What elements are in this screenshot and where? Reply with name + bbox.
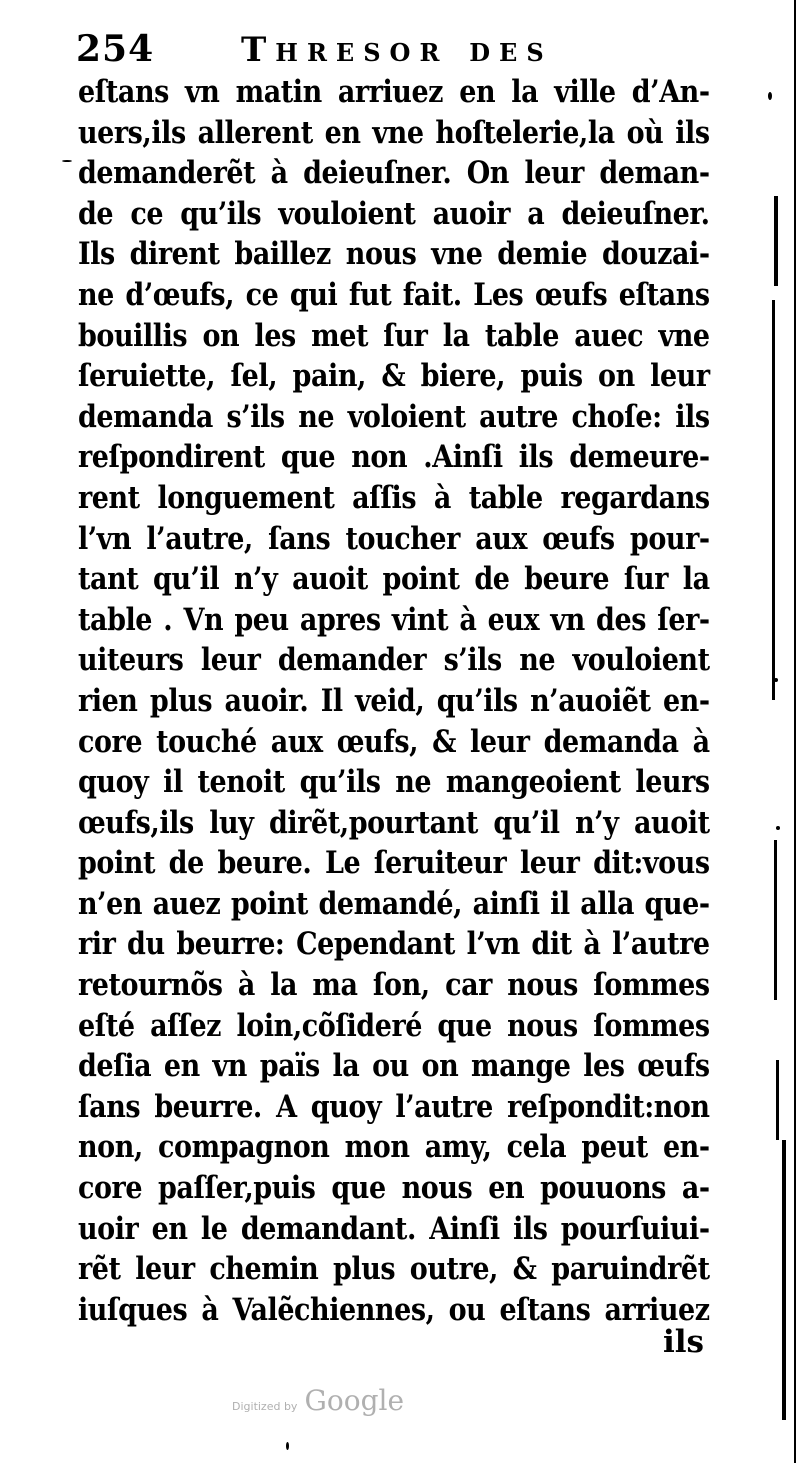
gutter-line-top xyxy=(774,196,778,286)
text-line: n’en auez point demandé, ainſi il alla que- xyxy=(78,885,710,922)
text-line: point de beure. Le ſeruiteur leur dit:vous xyxy=(78,845,710,882)
text-line: Ils dirent baillez nous vne demie douzai- xyxy=(78,236,710,273)
watermark-prefix: Digitized by xyxy=(232,1400,298,1413)
page-number: 254 xyxy=(76,28,155,70)
text-line: rien plus auoir. Il veid, qu’ils n’auoiẽt en- xyxy=(78,682,710,719)
digitized-by-watermark xyxy=(232,1384,404,1424)
text-line: iuſques à Valẽchiennes, ou eſtans arriuez xyxy=(78,1291,710,1328)
scan-speck xyxy=(286,1442,289,1450)
text-line: uiteurs leur demander s’ils ne vouloient xyxy=(78,642,710,679)
text-line: ſans beurre. A quoy l’autre reſpondit:non xyxy=(78,1088,710,1125)
text-line: table . Vn peu apres vint à eux vn des ſer- xyxy=(78,601,710,638)
text-line: de ce qu’ils vouloient auoir a deieuſner. xyxy=(78,195,710,232)
text-line: ne d’œufs, ce qui fut fait. Les œufs eſtans xyxy=(78,276,710,313)
scan-speck xyxy=(62,160,72,162)
text-line: l’vn l’autre, ſans toucher aux œufs pour- xyxy=(78,520,710,557)
running-title: Thresor des xyxy=(241,30,553,70)
text-line: demanderẽt à deieuſner. On leur deman- xyxy=(78,155,710,192)
text-line: rent longuement aſſis à table regardans xyxy=(78,479,710,516)
page-header xyxy=(76,22,696,72)
text-line: uoir en le demandant. Ainſi ils pourſuiui- xyxy=(78,1210,710,1247)
text-line: eſté aſſez loin,cõſideré que nous ſommes xyxy=(78,1007,710,1044)
gutter-line-lower xyxy=(776,1060,779,1140)
text-line: non, compagnon mon amy, cela peut en- xyxy=(78,1129,710,1166)
text-line: quoy il tenoit qu’ils ne mangeoient leurs xyxy=(78,764,710,801)
text-line: core paſſer,puis que nous en pouuons a- xyxy=(78,1170,710,1207)
text-line: deſia en vn païs la ou on mange les œufs xyxy=(78,1048,710,1085)
right-edge-line xyxy=(794,0,796,1463)
text-line: core touché aux œufs, & leur demanda à xyxy=(78,723,710,760)
text-line: rẽt leur chemin plus outre, & paruindrẽt xyxy=(78,1251,710,1288)
body-text xyxy=(78,72,710,1330)
scan-speck xyxy=(768,92,772,100)
watermark-brand: Google xyxy=(304,1384,405,1417)
text-line: retournõs à la ma ſon, car nous ſommes xyxy=(78,967,710,1004)
gutter-line-middle xyxy=(774,840,777,1000)
text-line: reſpondirent que non .Ainſi ils demeure- xyxy=(78,439,710,476)
text-line: rir du beurre: Cependant l’vn dit à l’autre xyxy=(78,926,710,963)
text-line: œufs,ils luy dirẽt,pourtant qu’il n’y auoit xyxy=(78,804,710,841)
text-line: eſtans vn matin arriuez en la ville d’An- xyxy=(78,74,710,110)
text-line: ſeruiette, ſel, pain, & biere, puis on leur xyxy=(78,358,710,395)
text-line: tant qu’il n’y auoit point de beure ſur la xyxy=(78,561,710,598)
scan-speck xyxy=(776,826,780,830)
catchword: ils xyxy=(662,1324,704,1360)
text-line: demanda s’ils ne voloient autre choſe: ils xyxy=(78,398,710,435)
scan-speck xyxy=(774,678,778,682)
gutter-line-upper xyxy=(772,300,775,700)
gutter-line-bottom xyxy=(782,1140,786,1420)
text-line: bouillis on les met ſur la table auec vne xyxy=(78,317,710,354)
text-line: uers,ils allerent en vne hoſtelerie,la où ils xyxy=(78,114,710,151)
